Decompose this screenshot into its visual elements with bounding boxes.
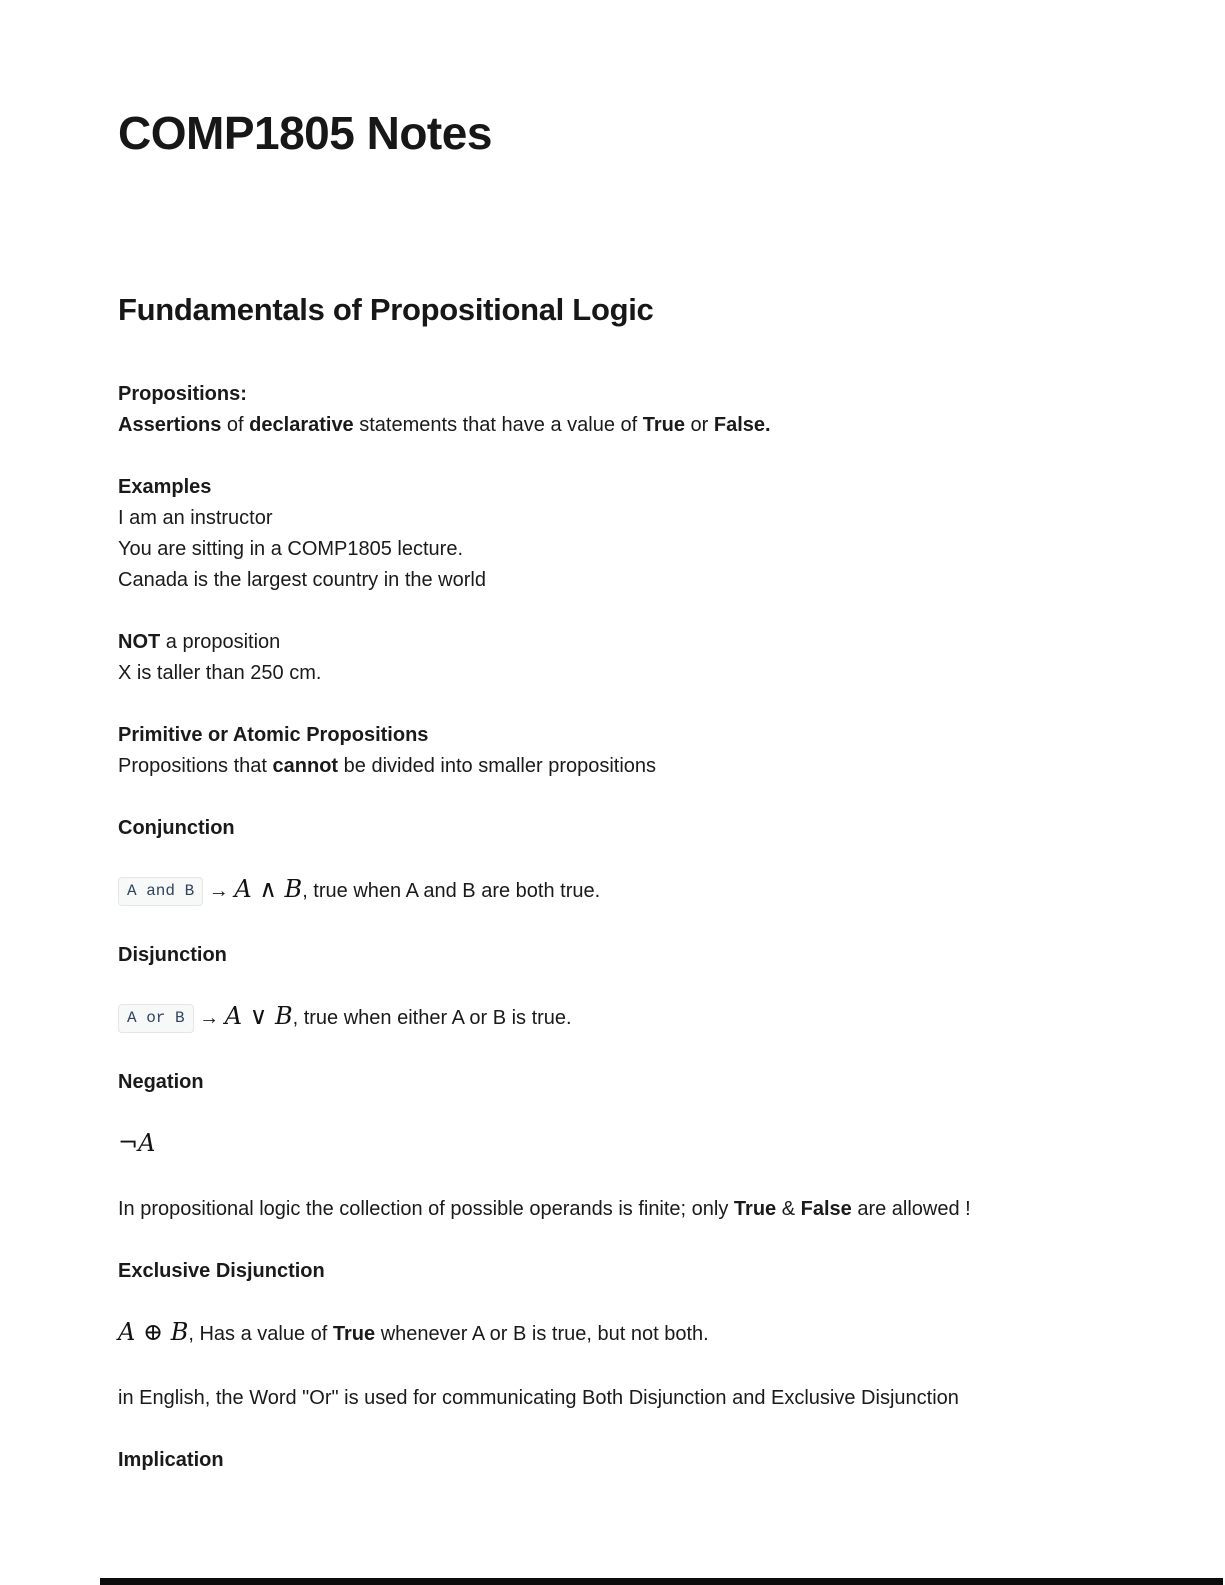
text: & [776,1198,801,1220]
bold-text: True [642,414,685,436]
text-line [118,1125,1125,1163]
text: → [203,880,235,902]
paragraph [118,1125,1125,1163]
page-title: COMP1805 Notes [118,107,492,159]
text: Propositions that [118,755,273,777]
bold-text: True [733,1198,777,1220]
text: In propositional logic the collection of possible operands is finite; only [118,1198,734,1220]
text-line [118,1194,1125,1225]
text-line [118,534,1125,565]
code-chip: A or B [118,1004,194,1033]
paragraph [118,813,1125,844]
bold-text: Implication [118,1449,224,1471]
paragraph [118,1194,1125,1225]
bold-text: False [800,1198,852,1220]
text-line [118,627,1125,658]
bold-text: Primitive or Atomic Propositions [118,724,429,746]
text-line [118,658,1125,689]
paragraph [118,1067,1125,1098]
text-line [118,472,1125,503]
text: X is taller than 250 cm. [118,662,322,684]
bold-text: Conjunction [118,817,235,839]
bold-text: Disjunction [118,944,227,966]
bold-text: False. [713,414,771,436]
bold-text: Examples [118,476,212,498]
paragraph [118,940,1125,971]
bold-text: Negation [118,1071,204,1093]
paragraph [118,998,1125,1036]
text-line [118,940,1125,971]
text-line [118,565,1125,596]
text: in English, the Word "Or" is used for communicating Both Disjunction and Exclusive Disjunction [118,1387,959,1409]
paragraph [118,871,1125,909]
text-line [118,1067,1125,1098]
text: , true when A and B are both true. [302,880,601,902]
text-line [118,1256,1125,1287]
text-line [118,813,1125,844]
bold-text: True [332,1323,376,1345]
bold-text: NOT [118,631,161,653]
math-expression: A ∨ B [224,1002,293,1030]
text: a proposition [160,631,281,653]
bold-text: Exclusive Disjunction [118,1260,325,1282]
text: statements that have a value of [353,414,643,436]
text-line [118,379,1125,410]
text: I am an instructor [118,507,273,529]
code-chip: A and B [118,877,203,906]
paragraph [118,720,1125,782]
cut-off-block-edge [100,1578,1223,1585]
bold-text: declarative [249,414,354,436]
text: , Has a value of [188,1323,333,1345]
text-line [118,751,1125,782]
bold-text: Propositions: [118,383,247,405]
text-line [118,998,1125,1036]
text: are allowed ! [851,1198,971,1220]
paragraph [118,627,1125,689]
paragraph [118,1383,1125,1414]
text-line [118,1445,1125,1476]
bold-text: cannot [272,755,339,777]
paragraph [118,1256,1125,1287]
text-line [118,1383,1125,1414]
bold-text: Assertions [118,414,222,436]
text: Canada is the largest country in the world [118,569,486,591]
paragraph [118,1445,1125,1476]
text: or [685,414,714,436]
text: be divided into smaller propositions [338,755,657,777]
text: You are sitting in a COMP1805 lecture. [118,538,464,560]
text: → [193,1007,225,1029]
math-expression: ¬A [118,1129,156,1157]
paragraph [118,472,1125,596]
paragraph [118,379,1125,441]
text-line [118,503,1125,534]
text-line [118,1314,1125,1352]
section-heading: Fundamentals of Propositional Logic [118,292,654,327]
text-line [118,720,1125,751]
text: of [221,414,250,436]
text: whenever A or B is true, but not both. [375,1323,709,1345]
text: , true when either A or B is true. [292,1007,572,1029]
math-expression: A ∧ B [234,875,303,903]
document-body [118,379,1125,1476]
text-line [118,410,1125,441]
text-line [118,871,1125,909]
paragraph [118,1314,1125,1352]
math-expression: A ⊕ B [118,1318,189,1346]
